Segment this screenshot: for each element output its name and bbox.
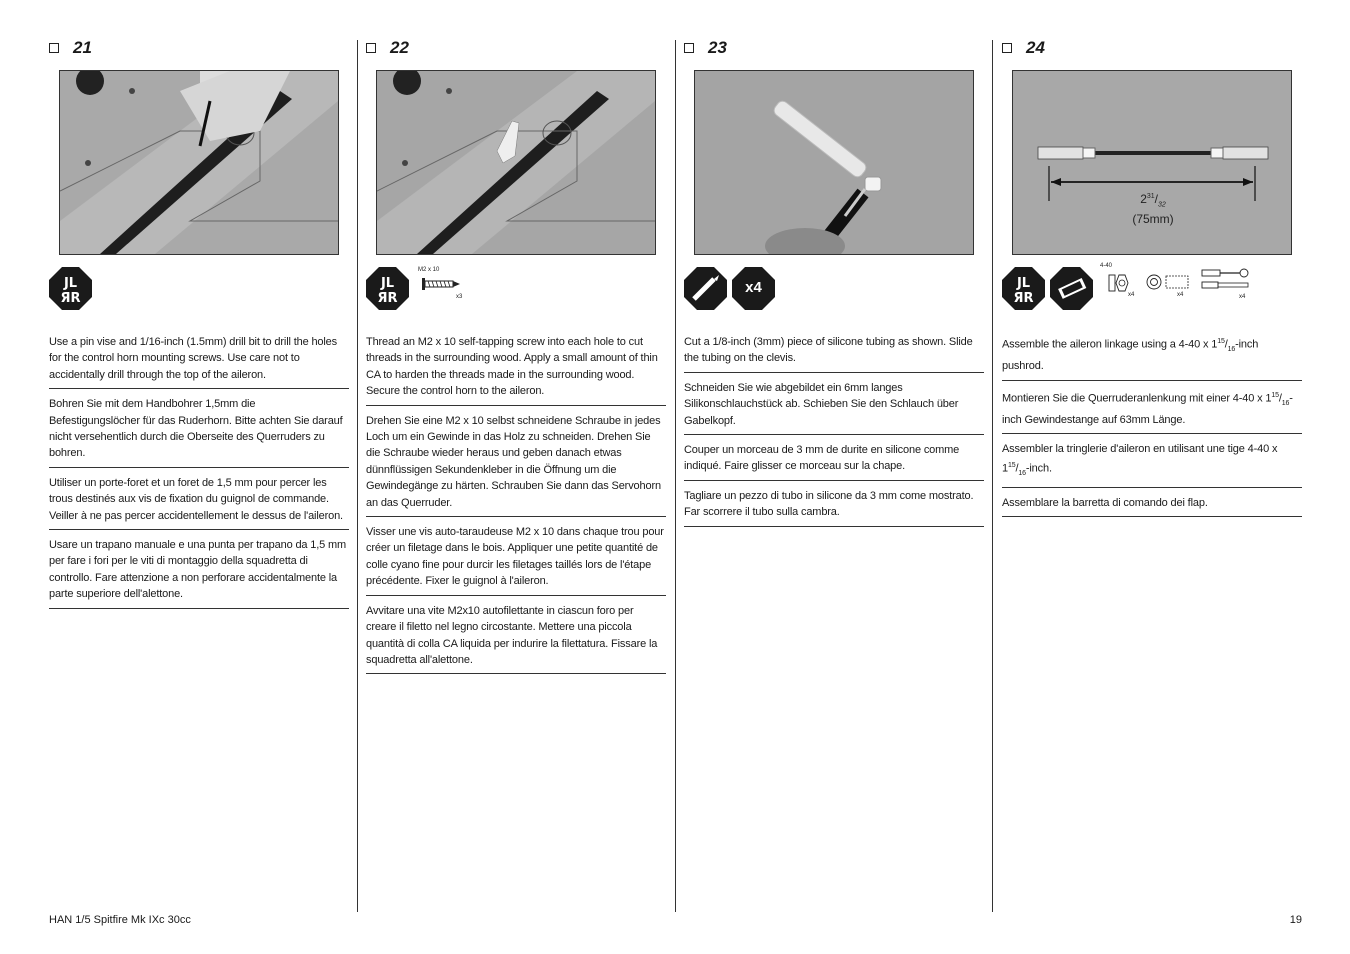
svg-text:ЯR: ЯR [1013, 291, 1034, 306]
step-photo [1012, 70, 1292, 255]
qty-label: x4 [1128, 292, 1135, 298]
nut-icon [1108, 273, 1130, 293]
footer-title: HAN 1/5 Spitfire Mk IXc 30cc [49, 914, 191, 926]
step-photo [376, 70, 656, 255]
tool-icons [1002, 265, 1302, 313]
checkbox-icon[interactable] [684, 43, 694, 53]
paragraph-it: Assemblare la barretta di comando dei flap. [1002, 488, 1302, 517]
svg-text:ЯR: ЯR [60, 291, 81, 306]
paragraph-it: Avvitare una vite M2x10 autofilettante in ciascun foro per creare il filetto nel legno circostante. Mettere una piccola quantità di colla CA liquida per indurire la filettatura. Fissare la squadretta all'alettone. [366, 596, 666, 675]
paragraph-fr: Couper un morceau de 3 mm de durite en silicone comme indiqué. Faire glisser ce morceau sur la chape. [684, 435, 984, 481]
x4-badge [732, 267, 775, 310]
paragraph-en: Use a pin vise and 1/16-inch (1.5mm) drill bit to drill the holes for the control horn mounting screws. Use care not to accidentally drill through the top of the aileron. [49, 327, 349, 389]
step-photo [59, 70, 339, 255]
paragraph-fr: Assembler la tringlerie d'aileron en utilisant une tige 4-40 x $1^{15}/_{16}$-inch. [1002, 434, 1302, 488]
step-number: 22 [390, 38, 409, 57]
svg-text:ЯR: ЯR [377, 291, 398, 306]
tubing-icon [1050, 267, 1093, 310]
paragraph-fr: Visser une vis auto-taraudeuse M2 x 10 dans chaque trou pour créer un filetage dans le bois. Appliquer une petite quantité de colle cyano fine pour durcir les filetages taillés lors de l'étape précédente. Fixer le guignol à l'aileron. [366, 517, 666, 596]
step-header [49, 38, 349, 58]
badge-label: x4 [745, 279, 762, 296]
paragraph-en: Assemble the aileron linkage using a 4-40 x $1^{15}/_{16}$-inch pushrod. [1002, 327, 1302, 381]
instruction-text [684, 327, 984, 527]
tool-icons [684, 265, 984, 313]
clevis-icon [1200, 267, 1252, 295]
column-divider [675, 40, 676, 912]
screw-icon [422, 277, 462, 291]
screw-label: M2 x 10 [418, 267, 440, 273]
paragraph-de: Bohren Sie mit dem Handbohrer 1,5mm die Befestigungslöcher für das Ruderhorn. Bitte achten Sie darauf nicht versehentlich durch die Oberseite des Querruders zu bohren. [49, 389, 349, 468]
qty-label: x4 [1239, 294, 1246, 300]
paragraph-de: Drehen Sie eine M2 x 10 selbst schneidene Schraube in jedes Loch um ein Gewinde in das Holz zu schneiden. Drehen Sie die Schraube wieder heraus und geben danach etwas dünnflüssigen Sekundenkleber in die Öffnung um die Gewindegänge zu härten. Schrauben Sie dann das Servohorn an das Querruder. [366, 406, 666, 517]
page-number: 19 [1289, 914, 1302, 926]
nut-label: 4-40 [1100, 263, 1113, 269]
step-header [366, 38, 666, 58]
checkbox-icon[interactable] [1002, 43, 1012, 53]
svg-text:JL: JL [63, 276, 78, 291]
instruction-text [1002, 327, 1302, 517]
paragraph-fr: Utiliser un porte-foret et un foret de 1,5 mm pour percer les trous destinés aux vis de fixation du guignol de commande. Veiller à ne pas percer accidentellement le dessus de l'aileron. [49, 468, 349, 530]
step-21 [49, 38, 349, 609]
step-23 [684, 38, 984, 527]
paragraph-en: Cut a 1/8-inch (3mm) piece of silicone tubing as shown. Slide the tubing on the clevis. [684, 327, 984, 373]
step-22 [366, 38, 666, 674]
left-right-icon [49, 267, 92, 310]
washer-icon [1146, 273, 1192, 291]
paragraph-de: Schneiden Sie wie abgebildet ein 6mm langes Silikonschlauchstück ab. Schieben Sie den Schlauch über Gabelkopf. [684, 373, 984, 435]
dimension-whole: 2 [1140, 192, 1147, 206]
step-number: 23 [708, 38, 727, 57]
paragraph-en: Thread an M2 x 10 self-tapping screw into each hole to cut threads in the surrounding wood. Apply a small amount of thin CA to harden the threads made in the surrounding wood. Secure the control horn to the aileron. [366, 327, 666, 406]
qty-label: x4 [1177, 292, 1184, 298]
step-number: 21 [73, 38, 92, 57]
left-right-icon [1002, 267, 1045, 310]
dimension-metric: (75mm) [1132, 212, 1174, 227]
step-photo [694, 70, 974, 255]
dimension-denominator: 32 [1158, 201, 1166, 209]
checkbox-icon[interactable] [49, 43, 59, 53]
checkbox-icon[interactable] [366, 43, 376, 53]
step-header [684, 38, 984, 58]
step-number: 24 [1026, 38, 1045, 57]
paragraph-it: Tagliare un pezzo di tubo in silicone da 3 mm come mostrato. Far scorrere il tubo sulla cambra. [684, 481, 984, 527]
svg-text:JL: JL [380, 276, 395, 291]
column-divider [357, 40, 358, 912]
step-24 [1002, 38, 1302, 517]
hobby-knife-icon [684, 267, 727, 310]
paragraph-it: Usare un trapano manuale e una punta per trapano da 1,5 mm per fare i fori per le viti di montaggio della squadretta di controllo. Fare attenzione a non perforare accidentalmente la parte superiore dell'alettone. [49, 530, 349, 609]
step-header [1002, 38, 1302, 58]
tool-icons [366, 265, 666, 313]
dimension-numerator: 31 [1146, 193, 1155, 200]
column-divider [992, 40, 993, 912]
left-right-icon [366, 267, 409, 310]
screw-qty: x3 [456, 294, 463, 300]
tool-icons [49, 265, 349, 313]
dimension-label: $2^{31}/_{32}$ (75mm) [1132, 192, 1174, 227]
paragraph-de: Montieren Sie die Querruderanlenkung mit einer 4-40 x $1^{15}/_{16}$-inch Gewindestange auf 63mm Länge. [1002, 381, 1302, 435]
svg-text:JL: JL [1016, 276, 1031, 291]
instruction-text [49, 327, 349, 609]
instruction-text [366, 327, 666, 674]
